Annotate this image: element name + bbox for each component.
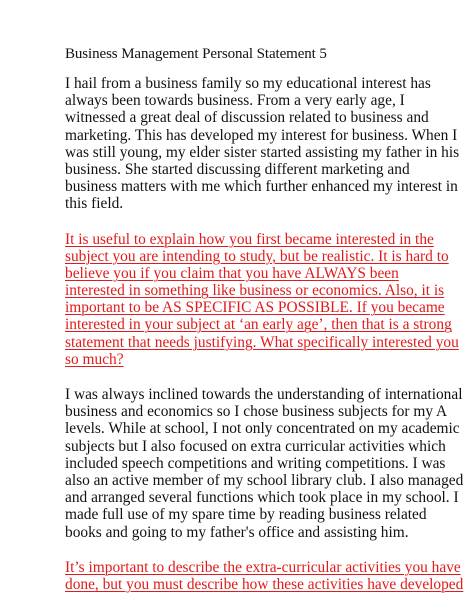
comment-line <box>65 351 434 368</box>
comment-text: so much? <box>65 350 124 368</box>
text-line: I was always inclined towards the understanding of international <box>65 386 463 403</box>
text-line: business. She started discussing different marketing and <box>65 160 410 178</box>
text-line: books and going to my father's office and assisting him. <box>65 523 409 541</box>
comment-text: interested in your subject at ‘an early age’, then that is a strong <box>65 316 452 334</box>
comment-line <box>65 265 434 282</box>
comment-line <box>65 575 464 593</box>
comment-line <box>65 558 461 576</box>
text-line: I hail from a business family so my educational interest has <box>65 75 431 92</box>
comment-line <box>65 282 445 300</box>
text-line: business and economics so I chose business subjects for my A <box>65 403 448 421</box>
text-line: and arranged several functions which took place in my school. I <box>65 489 459 507</box>
comment-text: It’s important to describe the extra-curricular activities you have <box>65 558 461 576</box>
text-line: witnessed a great deal of discussion related to business and <box>65 109 429 127</box>
text-line: subjects but I also focused on extra curricular activities which <box>65 437 446 455</box>
comment-text: believe you if you claim that you have ALWAYS been <box>65 264 399 282</box>
paragraph-spacer <box>65 541 434 559</box>
text-line: included speech competitions and writing competitions. I was <box>65 454 446 472</box>
document-title: Business Management Personal Statement 5 <box>65 46 327 62</box>
comment-line <box>65 333 459 351</box>
text-line: marketing. This has developed my interest for business. When I <box>65 126 458 144</box>
paragraph-comment-interest <box>65 230 459 369</box>
comment-text: interested in something like business or economics. Also, it is <box>65 282 445 300</box>
comment-text: statement that needs justifying. What specifically interested you <box>65 333 459 351</box>
text-line: this field. <box>65 195 124 213</box>
text-line: always been towards business. From a very early age, I <box>65 92 405 110</box>
paragraph-spacer <box>65 368 434 386</box>
text-line: made full use of my spare time by reading business related <box>65 506 427 524</box>
comment-line <box>65 299 445 317</box>
text-line: levels. While at school, I not only concentrated on my academic <box>65 420 460 438</box>
comment-text: subject you are intending to study, but be realistic. It is hard to <box>65 247 449 265</box>
text-line: business matters with me which further enhanced my interest in <box>65 178 458 196</box>
comment-text: done, but you must describe how these activities have developed <box>65 575 464 593</box>
paragraph-background <box>65 75 460 213</box>
paragraph-spacer <box>65 213 434 231</box>
comment-text: important to be AS SPECIFIC AS POSSIBLE. If you became <box>65 299 445 317</box>
text-line: also an active member of my school library club. I also managed <box>65 471 464 489</box>
comment-line <box>65 316 452 334</box>
comment-text: It is useful to explain how you first became interested in the <box>65 230 434 248</box>
comment-line <box>65 231 434 248</box>
paragraph-activities <box>65 386 464 541</box>
text-line: was still young, my elder sister started assisting my father in his <box>65 143 460 161</box>
comment-line <box>65 247 449 265</box>
